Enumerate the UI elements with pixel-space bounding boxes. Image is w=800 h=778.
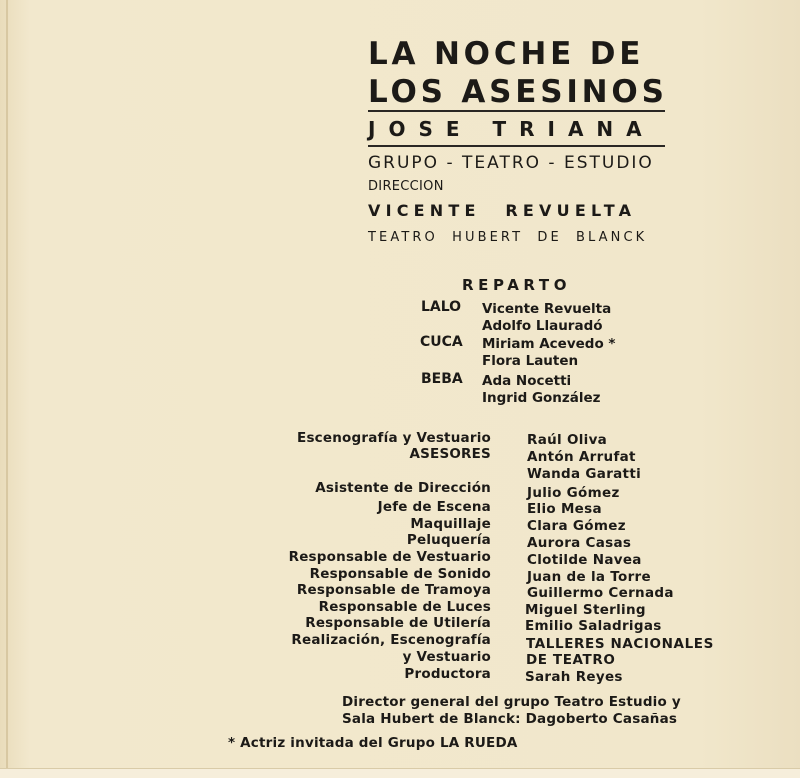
crew-role: Responsable de Utilería bbox=[305, 615, 491, 631]
cast-role: LALO bbox=[421, 299, 462, 315]
cast-role: BEBA bbox=[421, 371, 463, 387]
company-name: GRUPO - TEATRO - ESTUDIO bbox=[368, 153, 654, 173]
cast-heading: REPARTO bbox=[462, 276, 572, 294]
crew-name: Antón Arrufat bbox=[527, 449, 636, 465]
cast-actor: Vicente Revuelta bbox=[482, 301, 612, 317]
crew-role: Escenografía y Vestuario bbox=[297, 430, 491, 446]
footer-credit-line-1: Director general del grupo Teatro Estudio y bbox=[342, 694, 681, 710]
cast-role: CUCA bbox=[420, 334, 463, 350]
crew-name: Raúl Oliva bbox=[527, 432, 608, 448]
theater-name: TEATRO HUBERT DE BLANCK bbox=[368, 230, 648, 245]
crew-role: ASESORES bbox=[409, 446, 491, 462]
play-title-line-1: LA NOCHE DE bbox=[368, 36, 645, 72]
cast-actor: Miriam Acevedo * bbox=[482, 336, 616, 352]
crew-name: Elio Mesa bbox=[527, 501, 602, 517]
page-left-edge bbox=[6, 0, 8, 777]
crew-name: Sarah Reyes bbox=[525, 669, 623, 685]
crew-role: Maquillaje bbox=[410, 516, 491, 532]
crew-name: Guillermo Cernada bbox=[527, 585, 674, 601]
author-name: JOSE TRIANA bbox=[368, 117, 655, 141]
crew-role: Responsable de Sonido bbox=[309, 566, 491, 582]
crew-name: Emilio Saladrigas bbox=[525, 618, 662, 634]
crew-role: Responsable de Vestuario bbox=[288, 549, 491, 565]
author-divider bbox=[368, 145, 665, 147]
cast-actor: Adolfo Llauradó bbox=[482, 318, 603, 334]
crew-name: DE TEATRO bbox=[526, 652, 616, 668]
crew-role: Realización, Escenografía bbox=[291, 632, 491, 648]
cast-actor: Ingrid González bbox=[482, 390, 601, 406]
cast-actor: Ada Nocetti bbox=[482, 373, 572, 389]
crew-name: Clotilde Navea bbox=[527, 552, 642, 568]
cast-actor: Flora Lauten bbox=[482, 353, 579, 369]
crew-name: Julio Gómez bbox=[527, 485, 620, 501]
crew-role: Jefe de Escena bbox=[377, 499, 491, 515]
crew-role: Responsable de Luces bbox=[318, 599, 491, 615]
crew-role: y Vestuario bbox=[402, 649, 491, 665]
footer-credit-line-2: Sala Hubert de Blanck: Dagoberto Casañas bbox=[342, 711, 678, 727]
title-divider bbox=[368, 110, 665, 112]
crew-role: Responsable de Tramoya bbox=[296, 582, 491, 598]
director-name: VICENTE REVUELTA bbox=[368, 201, 637, 220]
crew-role: Peluquería bbox=[406, 532, 491, 548]
direction-label: DIRECCION bbox=[368, 179, 444, 194]
footnote: * Actriz invitada del Grupo LA RUEDA bbox=[228, 735, 518, 751]
crew-name: Aurora Casas bbox=[527, 535, 632, 551]
crew-name: Wanda Garatti bbox=[527, 466, 641, 482]
play-title-line-2: LOS ASESINOS bbox=[368, 74, 668, 110]
crew-name: TALLERES NACIONALES bbox=[526, 636, 714, 652]
crew-role: Productora bbox=[404, 666, 491, 682]
crew-name: Miguel Sterling bbox=[525, 602, 646, 618]
crew-role: Asistente de Dirección bbox=[315, 480, 491, 496]
crew-name: Clara Gómez bbox=[527, 518, 626, 534]
crew-name: Juan de la Torre bbox=[527, 569, 651, 585]
